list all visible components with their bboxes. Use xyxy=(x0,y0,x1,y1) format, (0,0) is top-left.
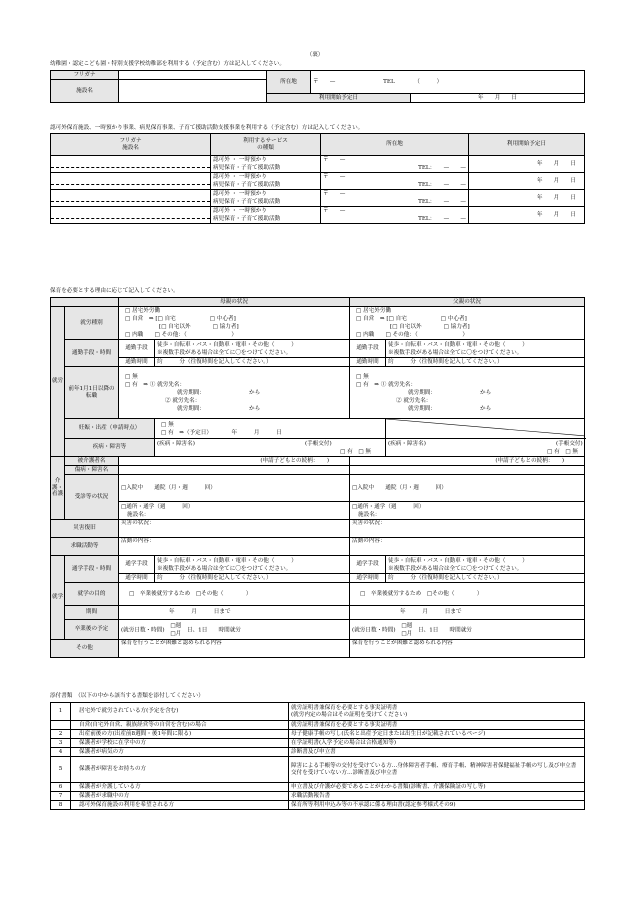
section3-intro: 保育を必要とする理由に応じて記入してください。 xyxy=(50,288,179,294)
attachments-title: 添付書類 （以下の中から該当する書類を添付してください） xyxy=(50,693,204,699)
section1-intro: 幼稚園・認定こども園・特別支援学校幼稚部を利用する（予定含む）方は記入してください。 xyxy=(50,61,285,67)
start-date-input[interactable]: 年 月 日 xyxy=(411,94,585,103)
attachment-case: 保護者が求職中の方 xyxy=(71,792,289,801)
service-options[interactable]: 認可外 ・ 一時預かり xyxy=(213,191,267,197)
postal-field: 〒 — xyxy=(313,78,336,85)
mother-employment[interactable]: □ 居宅外労働 □ 自営 ⇒ [□ 自宅 □ 中心者] [□ 自宅以外 □ 協力者] □ 内職 □ その他：（ ） xyxy=(119,307,350,340)
postal-field[interactable]: 〒 — xyxy=(323,174,346,180)
mother-condition[interactable] xyxy=(119,466,350,475)
caree-name-label: 被介護者名 xyxy=(65,457,119,466)
number-1: ① xyxy=(380,381,387,388)
attachment-row xyxy=(51,703,585,721)
father-commute-time[interactable]: 約 分（往復時間を記入してください。） xyxy=(386,358,585,367)
number-2: ② xyxy=(396,397,402,404)
unlicensed-table xyxy=(50,133,585,224)
illness-label: 疾病・障害等 xyxy=(65,439,155,457)
father-after-grad[interactable]: (就労日数・時間) □週 □月 日、1日 時間就労 xyxy=(350,620,585,640)
reason-table xyxy=(50,297,585,658)
commute-means-label: 通勤手段 xyxy=(350,340,386,358)
attachment-no: 7 xyxy=(51,792,71,801)
checkbox-outside-home[interactable]: □ 自宅以外 xyxy=(161,324,191,330)
checkbox-home[interactable]: □ 自宅 xyxy=(157,316,176,322)
attachment-case: 出産前後の方(出産前8週間・後1年間に限る) xyxy=(71,730,289,739)
attachment-no: 5 xyxy=(51,757,71,783)
attachment-case: 居宅外で就労されている方(予定を含む) xyxy=(71,703,289,721)
period-label: 期間 xyxy=(65,606,119,620)
father-prev-job[interactable]: □ 無 □ 有 ⇒ ① 就労先名： 就労期間： から ② 就労先名： 就労期間： から xyxy=(350,367,585,419)
father-commute-means[interactable]: 徒歩・自転車・バス・自動車・電車・その他（ ） ※複数手段がある場合は全てに〇をつけてください。 xyxy=(386,340,585,358)
commute-means-label: 通勤手段 xyxy=(119,340,155,358)
father-disaster[interactable]: 災害の状況： xyxy=(350,520,585,538)
mother-caree[interactable]: (申請子どもとの続柄： ) xyxy=(119,457,350,466)
checkbox-none[interactable]: □ 無 xyxy=(356,373,369,380)
father-header: 父親の状況 xyxy=(350,298,585,307)
mother-prev-job[interactable]: □ 無 □ 有 ⇒ ① 就労先名： 就労期間： から ② 就労先名： 就労期間： から xyxy=(119,367,350,419)
tel-field[interactable]: TEL： — — xyxy=(418,216,466,222)
start-date-label: 利用開始予定日 xyxy=(267,94,411,103)
checkbox-home[interactable]: □ 自宅 xyxy=(388,316,407,322)
mother-period[interactable]: 年 月 日まで xyxy=(119,606,350,620)
care-section-label: 介護・看護 xyxy=(51,457,65,520)
commute-label: 通勤手段・時間 xyxy=(65,340,119,367)
service-options[interactable]: 認可外 ・ 一時預かり xyxy=(213,157,267,163)
checkbox-self-employed[interactable]: □ 自営 ⇒ xyxy=(356,316,385,322)
checkbox-piecework[interactable]: □ 内職 □ その他：（ ） xyxy=(125,332,238,338)
attachment-no: 8 xyxy=(51,801,71,810)
number-1: ① xyxy=(149,381,156,388)
mother-school-time[interactable]: 約 分（往復時間を記入してください。） xyxy=(155,574,350,583)
attachment-case: 保護者が障害をお持ちの方 xyxy=(71,757,289,783)
checkbox-helper[interactable]: □ 協力者 xyxy=(212,324,237,330)
attachment-row xyxy=(51,748,585,757)
attachment-doc: 就労証明書兼保育を必要とする事実証明書 xyxy=(289,721,585,730)
pregnancy-label: 妊娠・出産（申請時点） xyxy=(65,419,155,439)
checkbox-month[interactable]: □月 xyxy=(170,630,182,637)
tel-field: TEL （ ） xyxy=(383,78,443,85)
facility-row-3: 認可外 ・ 一時預かり 病児保育・子育て援助活動 〒 — TEL： — — 年 月 日 xyxy=(51,190,585,207)
attachment-doc: 母子健康手帳の写し(氏名と出産予定日または出生日が記載されているページ) xyxy=(289,730,585,739)
father-hospital[interactable]: □入院中 通院（月・週 回） xyxy=(350,475,585,502)
father-purpose[interactable]: □ 卒業後就労するため □その他（ ） xyxy=(350,583,585,606)
section2-intro: 認可外保育施設、一時預かり事業、病児保育事業、子育て援助活動支援事業を利用する（予定含む）方は記入してください。 xyxy=(50,125,364,131)
postal-field[interactable]: 〒 — xyxy=(323,157,346,163)
checkbox-month[interactable]: □月 xyxy=(401,630,413,637)
facility-row-2: 認可外 ・ 一時預かり 病児保育・子育て援助活動 〒 — TEL： — — 年 月 日 xyxy=(51,173,585,190)
attachment-no: 6 xyxy=(51,783,71,792)
attachment-row xyxy=(51,721,585,730)
checkbox-outside-work[interactable]: □ 居宅外労働 xyxy=(125,308,161,314)
tel-field[interactable]: TEL： — — xyxy=(418,165,466,171)
mother-after-grad[interactable]: (就労日数・時間) □週 □月 日、1日 時間就労 xyxy=(119,620,350,640)
checkbox-outside-work[interactable]: □ 居宅外労働 xyxy=(356,308,392,314)
attachment-no: 3 xyxy=(51,739,71,748)
job-destination-label: 就労先名： xyxy=(388,381,417,388)
consult-label: 受診等の状況 xyxy=(65,475,119,520)
start-date-input[interactable]: 年 月 日 xyxy=(469,207,585,224)
mother-other[interactable]: 保育を行うことが困難と認められる内容 xyxy=(119,640,350,658)
school-means-label: 通学手段 xyxy=(119,556,155,574)
furigana-input[interactable] xyxy=(51,177,210,185)
checkbox-piecework[interactable]: □ 内職 □ その他：（ ） xyxy=(356,332,469,338)
diagonal-strike xyxy=(386,419,585,439)
mother-disaster[interactable]: 災害の状況： xyxy=(119,520,350,538)
attachment-row xyxy=(51,757,585,783)
mother-purpose[interactable]: □ 卒業後就労するため □その他（ ） xyxy=(119,583,350,606)
study-section-label: 就学 xyxy=(51,556,65,640)
checkbox-helper[interactable]: □ 協力者 xyxy=(443,324,468,330)
attachment-row xyxy=(51,783,585,792)
father-school-means[interactable]: 徒歩・自転車・バス・自動車・電車・その他（ ） ※複数手段がある場合は全てに〇をつけてください。 xyxy=(386,556,585,574)
checkbox-yes[interactable]: □ 有 ⇒ xyxy=(125,381,148,388)
checkbox-none[interactable]: □ 無 xyxy=(161,421,174,428)
attachment-no: 2 xyxy=(51,730,71,739)
father-facility-visit[interactable]: □通所・通学（週 回） 施設名： xyxy=(350,502,585,520)
condition-name-label: 傷病・障害名 xyxy=(65,466,119,475)
job-destination-label: 就労先名： xyxy=(157,381,186,388)
purpose-label: 就学の目的 xyxy=(65,583,119,606)
start-date-input[interactable]: 年 月 日 xyxy=(469,190,585,207)
page-label: （裏） xyxy=(306,52,324,58)
school-time-label: 通学時間 xyxy=(119,574,155,583)
disaster-label: 災害復旧 xyxy=(51,520,119,538)
head-location: 所在地 xyxy=(321,134,469,156)
handbook-checkbox[interactable]: □ 有 □ 無 xyxy=(547,448,579,455)
checkbox-outside-home[interactable]: □ 自宅以外 xyxy=(392,324,422,330)
facility-row-1: 認可外 ・ 一時預かり 病児保育・子育て援助活動 〒 — TEL： — — 年 月 日 xyxy=(51,156,585,173)
checkbox-yes[interactable]: □ 有 ⇒ xyxy=(356,381,379,388)
furigana-input[interactable] xyxy=(51,194,210,202)
school-time-label: 通学時間 xyxy=(350,574,386,583)
attachment-case: 保護者が病気の方 xyxy=(71,748,289,757)
location-input[interactable] xyxy=(311,71,585,94)
attachment-no: 4 xyxy=(51,748,71,757)
furigana-input[interactable] xyxy=(51,160,210,168)
prev-job-label: 前年1月1日以降の転職 xyxy=(65,367,119,419)
kindergarten-table xyxy=(50,70,585,103)
attachment-doc: 障害による手帳等の交付を受けている方…身体障害者手帳、療育手帳、精神障害者保健福祉手帳の写し及び申立書 交付を受けていない方…診断書及び申立書 xyxy=(289,757,585,783)
attachment-row xyxy=(51,730,585,739)
attachment-row xyxy=(51,792,585,801)
attachment-doc: 就労証明書兼保育を必要とする事実証明書 (就労内定の場合はその証明を受けてください) xyxy=(289,703,585,721)
mother-header: 母親の状況 xyxy=(119,298,350,307)
attachment-doc: 診断書及び申立書 xyxy=(289,748,585,757)
attachment-case: 自営(自宅外自営、親族経営等の自営を含む)の場合 xyxy=(71,721,289,730)
mother-pregnancy[interactable] xyxy=(155,419,386,439)
attachment-no xyxy=(51,721,71,730)
furigana-input[interactable] xyxy=(51,211,210,219)
father-jobhunt[interactable]: 活動の内容： xyxy=(350,538,585,556)
attachment-doc: 在学証明書(入学予定の場合は合格通知等) xyxy=(289,739,585,748)
checkbox-self-employed[interactable]: □ 自営 ⇒ xyxy=(125,316,154,322)
tel-field[interactable]: TEL： — — xyxy=(418,199,466,205)
attachment-case: 認可外保育施設の利用を希望される方 xyxy=(71,801,289,810)
start-date-input[interactable]: 年 月 日 xyxy=(469,173,585,190)
head-date: 利用開始予定日 xyxy=(469,134,585,156)
school-commute-label: 通学手段・時間 xyxy=(65,556,119,583)
attachment-case: 保護者が学校に在学中の方 xyxy=(71,739,289,748)
attachment-no: 1 xyxy=(51,703,71,721)
father-condition[interactable] xyxy=(350,466,585,475)
postal-field[interactable]: 〒 — xyxy=(323,191,346,197)
school-means-label: 通学手段 xyxy=(350,556,386,574)
mother-school-means[interactable]: 徒歩・自転車・バス・自動車・電車・その他（ ） ※複数手段がある場合は全てに〇をつけてください。 xyxy=(155,556,350,574)
head-facility: フリガナ 施設名 xyxy=(51,134,211,156)
commute-time-label: 通勤時間 xyxy=(350,358,386,367)
head-service: 利用するサービス の種類 xyxy=(211,134,321,156)
attachment-row xyxy=(51,801,585,810)
attachment-doc: 申立書及び介護が必要であることがわかる書類(診断書、介護保険証の写し等) xyxy=(289,783,585,792)
father-period[interactable]: 年 月 日まで xyxy=(350,606,585,620)
tel-field[interactable]: TEL： — — xyxy=(418,182,466,188)
father-other[interactable]: 保育を行うことが困難と認められる内容 xyxy=(350,640,585,658)
furigana-input[interactable] xyxy=(119,71,267,80)
facility-name-input[interactable] xyxy=(119,80,267,103)
mother-jobhunt[interactable]: 活動の内容： xyxy=(119,538,350,556)
mother-hospital[interactable]: □入院中 通院（月・週 回） xyxy=(119,475,350,502)
handbook-checkbox[interactable]: □ 有 □ 無 xyxy=(340,448,372,455)
mother-facility-visit[interactable]: □通所・通学（週 回） 施設名： xyxy=(119,502,350,520)
job-period-label: 就労期間： xyxy=(408,389,436,396)
job-period-label: 就労期間： xyxy=(177,389,205,396)
commute-time-label: 通勤時間 xyxy=(119,358,155,367)
other-label: その他 xyxy=(51,640,119,658)
service-options[interactable]: 認可外 ・ 一時預かり xyxy=(213,174,267,180)
mother-commute-time[interactable]: 約 分（往復時間を記入してください。） xyxy=(155,358,350,367)
start-date-input[interactable]: 年 月 日 xyxy=(469,156,585,173)
attachment-doc: 保育所等利用申込み等の不承認に係る理由書(認定参考様式その9) xyxy=(289,801,585,810)
father-employment[interactable]: □ 居宅外労働 □ 自営 ⇒ [□ 自宅 □ 中心者] [□ 自宅以外 □ 協力者] □ 内職 □ その他：（ ） xyxy=(350,307,585,340)
checkbox-week[interactable]: □週 xyxy=(170,622,182,629)
after-grad-label: 卒業後の予定 xyxy=(65,620,119,640)
attachment-row xyxy=(51,739,585,748)
location-label: 所在地 xyxy=(267,71,311,94)
attachments-table xyxy=(50,702,585,810)
mother-illness[interactable]: (疾病・障害名) (手帳交付) □ 有 □ 無 xyxy=(155,439,386,457)
facility-name-label: 施設名 xyxy=(51,80,119,103)
checkbox-yes[interactable]: □ 有 ⇒（予定日） 年 月 日 xyxy=(161,429,282,436)
postal-field[interactable]: 〒 — xyxy=(323,208,346,214)
attachment-case: 保護者が介護している方 xyxy=(71,783,289,792)
service-options[interactable]: 認可外 ・ 一時預かり xyxy=(213,208,267,214)
number-2: ② xyxy=(165,397,171,404)
father-pregnancy-na xyxy=(386,419,585,439)
father-caree[interactable]: (申請子どもとの続柄： ) xyxy=(350,457,585,466)
checkbox-main[interactable]: □ 中心者 xyxy=(209,316,234,322)
furigana-label: フリガナ xyxy=(51,71,119,80)
checkbox-none[interactable]: □ 無 xyxy=(125,373,138,380)
attachment-doc: 求職活動報告書 xyxy=(289,792,585,801)
checkbox-main[interactable]: □ 中心者 xyxy=(440,316,465,322)
mother-commute-means[interactable]: 徒歩・自転車・バス・自動車・電車・その他（ ） ※複数手段がある場合は全てに〇をつけてください。 xyxy=(155,340,350,358)
checkbox-week[interactable]: □週 xyxy=(401,622,413,629)
employment-type-label: 就労種別 xyxy=(65,307,119,340)
facility-row-4: 認可外 ・ 一時預かり 病児保育・子育て援助活動 〒 — TEL： — — 年 月 日 xyxy=(51,207,585,224)
jobhunt-label: 求職活動等 xyxy=(51,538,119,556)
father-illness[interactable]: (疾病・障害名) (手帳交付) □ 有 □ 無 xyxy=(386,439,585,457)
father-school-time[interactable]: 約 分（往復時間を記入してください。） xyxy=(386,574,585,583)
work-section-label: 就労 xyxy=(51,307,65,457)
